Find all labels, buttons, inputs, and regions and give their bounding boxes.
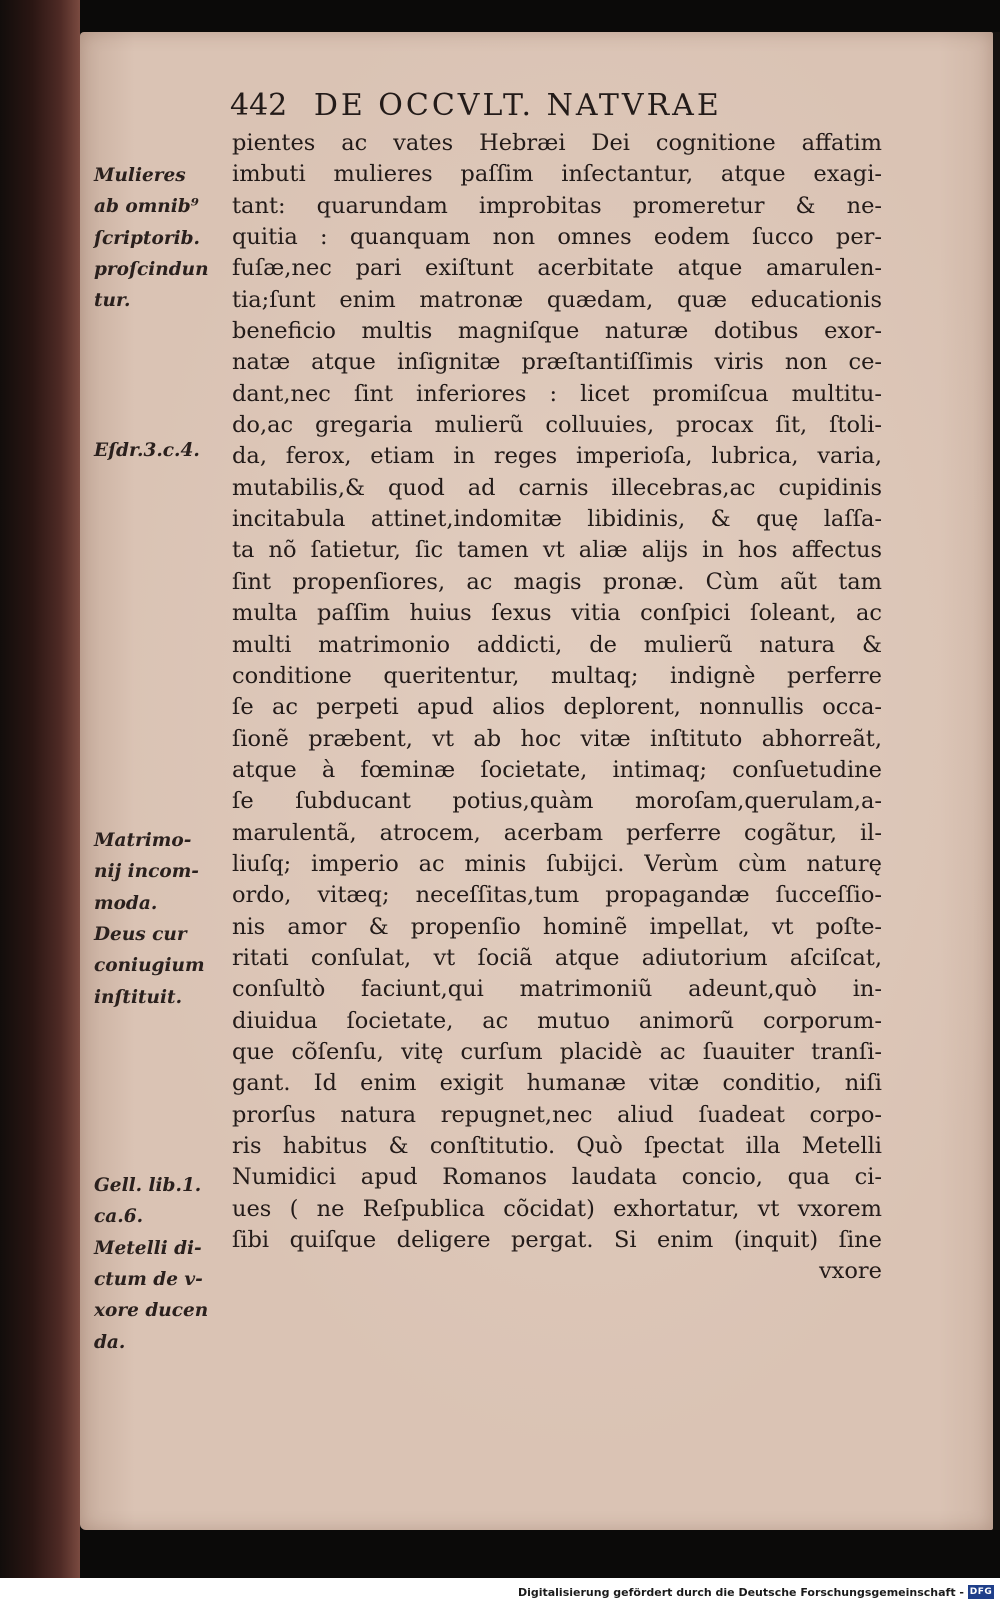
text-line: conditione queritentur, multaq; indignè perferre	[232, 662, 882, 689]
catchword: vxore	[818, 1258, 882, 1285]
text-line: ſe ſubducant potius,quàm moroſam,querulam,a-	[232, 788, 882, 815]
text-line: incitabula attinet,indomitæ libidinis, & quę laſſa-	[232, 506, 882, 533]
running-head	[230, 88, 880, 123]
margin-line: Matrimo-	[94, 830, 192, 851]
text-line: que cõſenſu, vitę curſum placidè ac ſuauiter tranſi-	[232, 1038, 882, 1065]
text-line: tant: quarundam improbitas promeretur & ne-	[232, 192, 882, 219]
margin-line: ſcriptorib.	[94, 227, 200, 249]
margin-line: xore ducen	[94, 1300, 209, 1322]
text-line: quitia : quanquam non omnes eodem ſucco per-	[232, 224, 882, 251]
text-line: tia;ſunt enim matronæ quædam, quæ educationis	[232, 286, 882, 313]
margin-line: proſcindun	[94, 259, 209, 281]
text-line: gant. Id enim exigit humanæ vitæ conditio, niſi	[232, 1070, 882, 1097]
text-line: ſionẽ præbent, vt ab hoc vitæ inſtituto abhorreãt,	[232, 725, 882, 752]
text-line: marulentã, atrocem, acerbam perferre cogãtur, il-	[232, 819, 882, 846]
text-line: pientes ac vates Hebræi Dei cognitione affatim	[232, 130, 882, 156]
funding-credit: Digitalisierung gefördert durch die Deutsche Forschungsgemeinschaft -	[517, 1586, 964, 1599]
text-line: do,ac gregaria mulierũ colluuies, procax ſit, ſtoli-	[232, 412, 882, 439]
text-line: mutabilis,& quod ad carnis illecebras,ac cupidinis	[232, 474, 882, 501]
margin-line: ab omnib⁹	[94, 196, 199, 218]
text-line: conſultò faciunt,qui matrimoniũ adeunt,quò in-	[232, 976, 882, 1003]
text-line: multi matrimonio addicti, de mulierũ natura &	[232, 631, 882, 658]
book-spine	[0, 0, 80, 1578]
text-line: natæ atque inſignitæ præſtantiſſimis viris non ce-	[232, 349, 882, 376]
text-line: ſe ac perpeti apud alios deplorent, nonnullis occa-	[232, 694, 882, 721]
text-line: multa paſſim huius ſexus vitia conſpici ſoleant, ac	[232, 600, 882, 627]
margin-line: Mulieres	[94, 165, 186, 186]
text-line: ſibi quiſque deligere pergat. Si enim (inquit) ſine	[232, 1227, 882, 1254]
margin-line: inſtituit.	[94, 986, 183, 1008]
next-leaf-edge	[993, 32, 1000, 1530]
margin-line: tur.	[94, 290, 131, 312]
margin-line: da.	[94, 1331, 126, 1353]
text-line: fuſæ,nec pari exiſtunt acerbitate atque amarulen-	[232, 255, 882, 282]
text-line: ues ( ne Reſpublica cõcidat) exhortatur, vt vxorem	[232, 1195, 882, 1222]
text-line: ris habitus & conſtitutio. Quò ſpectat illa Metelli	[232, 1133, 882, 1159]
margin-line: ca.6.	[94, 1206, 144, 1228]
text-line: ſint propenſiores, ac magis pronæ. Cùm aũt tam	[232, 568, 882, 595]
text-line: ritati conſulat, vt ſociã atque adiutorium aſciſcat,	[232, 944, 882, 971]
running-title: DE OCCVLT. NATVRAE	[313, 88, 722, 123]
marginal-note-esdr	[94, 435, 229, 466]
page-number: 442	[230, 88, 288, 123]
text-line: liuſq; imperio ac minis ſubijci. Verùm cùm naturę	[232, 850, 882, 877]
margin-line: nij incom-	[94, 861, 199, 883]
body-text	[232, 128, 882, 1288]
marginal-note-mulieres	[94, 160, 229, 317]
margin-line: Deus cur	[94, 924, 187, 946]
text-line: atque à fœminæ ſocietate, intimaq; conſuetudine	[232, 756, 882, 783]
text-line: beneficio multis magniſque naturæ dotibus exor-	[232, 318, 882, 345]
marginal-note-matrimonii	[94, 825, 229, 1013]
text-line: Numidici apud Romanos laudata concio, qua ci-	[232, 1164, 882, 1191]
footer-bar	[0, 1578, 1000, 1607]
marginal-note-gellius	[94, 1170, 229, 1358]
text-line: dant,nec ſint inferiores : licet promiſcua multitu-	[232, 380, 882, 407]
text-line: ordo, vitæq; neceſſitas,tum propagandæ ſucceſſio-	[232, 882, 882, 909]
text-line: prorſus natura repugnet,nec aliud ſuadeat corpo-	[232, 1101, 882, 1128]
text-line: ta nõ ſatietur, ſic tamen vt aliæ alijs in hos affectus	[232, 537, 882, 564]
margin-line: Metelli di-	[94, 1237, 202, 1259]
text-line: imbuti mulieres paſſim inſectantur, atque exagi-	[232, 161, 882, 188]
margin-line: ctum de v-	[94, 1269, 203, 1291]
margin-line: moda.	[94, 892, 158, 914]
margin-line: coniugium	[94, 955, 205, 977]
text-line: diuidua ſocietate, ac mutuo animorũ corporum-	[232, 1007, 882, 1034]
margin-line: Eſdr.3.c.4.	[94, 440, 200, 461]
dfg-logo-icon: DFG	[969, 1587, 993, 1597]
margin-line: Gell. lib.1.	[94, 1175, 202, 1196]
text-line: nis amor & propenſio hominẽ impellat, vt poſte-	[232, 913, 882, 940]
text-line: da, ferox, etiam in reges imperioſa, lubrica, varia,	[232, 443, 882, 470]
